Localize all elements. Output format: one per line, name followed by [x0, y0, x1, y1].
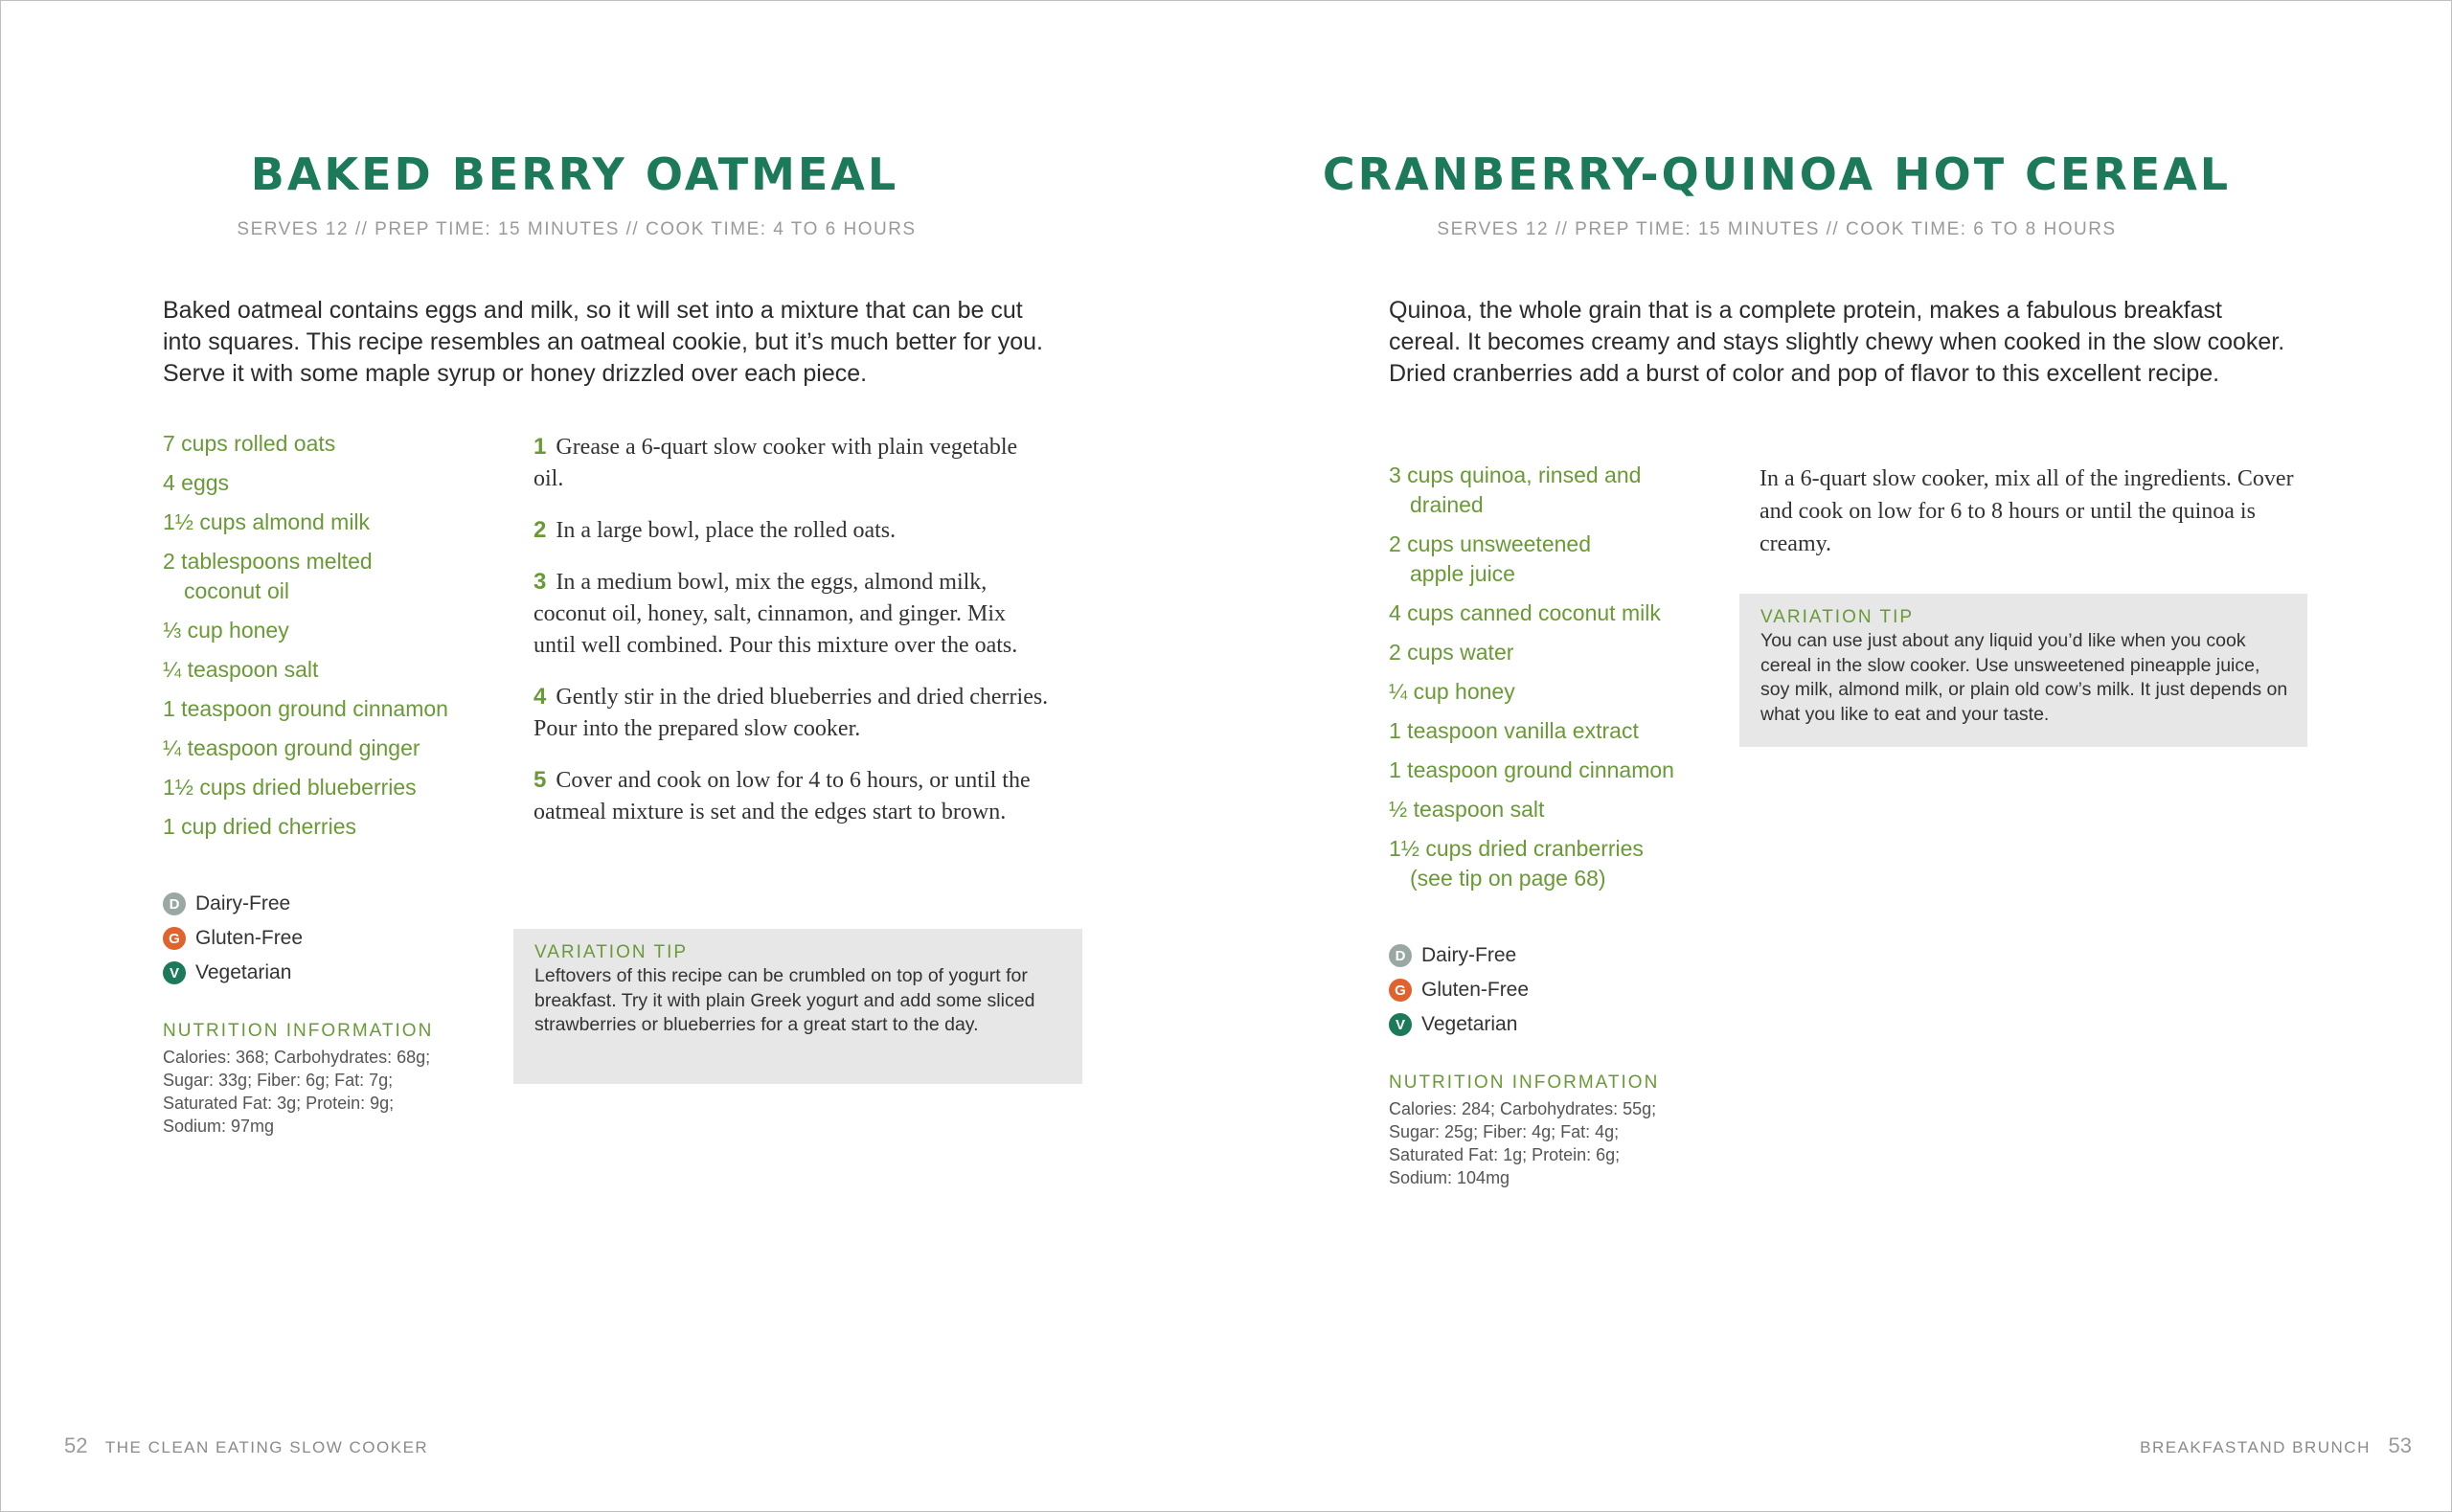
right-page	[1226, 0, 2452, 1512]
nutrition-label: NUTRITION INFORMATION	[1389, 1072, 1660, 1093]
nutrition-info	[163, 1021, 450, 1138]
recipe-title: BAKED BERRY OATMEAL	[250, 148, 899, 200]
method-step	[534, 681, 1051, 745]
page-number: 52	[64, 1433, 88, 1457]
method-step	[534, 566, 1051, 662]
ingredient-item: 1 teaspoon vanilla extract	[1389, 718, 1639, 743]
ingredient-item: 4 eggs	[163, 470, 230, 495]
step-number: 3	[534, 569, 547, 595]
step-number: 5	[534, 767, 547, 793]
tip-label: VARIATION TIP	[1760, 607, 1915, 627]
step-number: 2	[534, 517, 547, 543]
method-steps	[534, 431, 1051, 847]
ingredient-item: 2 cups water	[1389, 640, 1514, 665]
tip-label: VARIATION TIP	[534, 942, 689, 962]
dairy-free-badge	[163, 887, 450, 921]
recipe-intro: Quinoa, the whole grain that is a complete protein, makes a fabulous breakfast cereal. It becomes creamy and stays slightly chewy when cooked in the slow cooker. Dried cranberries add a burst of color and pop of flavor to this excellent recipe.	[1389, 297, 2285, 387]
nutrition-label: NUTRITION INFORMATION	[163, 1021, 434, 1041]
ingredient-item: ¼ teaspoon ground ginger	[163, 735, 420, 760]
recipe-title: CRANBERRY-QUINOA HOT CEREAL	[1322, 148, 2232, 200]
method-step	[534, 764, 1051, 828]
vegetarian-badge	[163, 956, 450, 990]
variation-tip-box	[513, 929, 1082, 1084]
dairy-free-badge	[1389, 938, 1676, 973]
ingredient-item: 4 cups canned coconut milk	[1389, 600, 1661, 625]
step-text: Grease a 6-quart slow cooker with plain vegetable oil.	[534, 435, 1018, 491]
dairy-free-icon: D	[1389, 944, 1412, 967]
gluten-free-icon: G	[163, 927, 186, 950]
ingredient-item: ½ teaspoon salt	[1389, 797, 1545, 822]
ingredient-item: 7 cups rolled oats	[163, 431, 336, 456]
ingredient-item: 1½ cups dried blueberries	[163, 775, 417, 800]
badge-label: Dairy-Free	[195, 892, 291, 914]
running-head: BREAKFASTAND BRUNCH	[2140, 1438, 2371, 1456]
ingredient-item: 1½ cups almond milk	[163, 509, 371, 534]
method-step	[534, 514, 1051, 547]
badge-label: Gluten-Free	[195, 927, 304, 949]
nutrition-text: Calories: 368; Carbohydrates: 68g; Sugar: 33g; Fiber: 6g; Fat: 7g; Saturated Fat: 3g; Protein: 9g; Sodium: 97mg	[163, 1048, 431, 1136]
ingredient-list	[1389, 461, 1705, 903]
step-text: In a large bowl, place the rolled oats.	[556, 518, 897, 543]
diet-badges	[1389, 938, 1676, 1042]
ingredient-item: 2 cups unsweetened apple juice	[1389, 531, 1591, 586]
diet-badges	[163, 887, 450, 990]
ingredient-item: ¼ teaspoon salt	[163, 657, 319, 682]
ingredient-item: 1 teaspoon ground cinnamon	[1389, 757, 1674, 782]
page-number: 53	[2388, 1433, 2412, 1457]
gluten-free-badge	[163, 921, 450, 956]
nutrition-text: Calories: 284; Carbohydrates: 55g; Sugar: 25g; Fiber: 4g; Fat: 4g; Saturated Fat: 1g; Protein: 6g; Sodium: 104mg	[1389, 1099, 1657, 1187]
step-text: In a medium bowl, mix the eggs, almond milk, coconut oil, honey, salt, cinnamon, and ginger. Mix until well combined. Pour this mixture over the oats.	[534, 570, 1018, 658]
ingredient-item: 3 cups quinoa, rinsed and drained	[1389, 463, 1642, 517]
vegetarian-icon: V	[163, 961, 186, 984]
ingredient-item: ¼ cup honey	[1389, 679, 1515, 704]
tip-text: You can use just about any liquid you’d like when you cook cereal in the slow cooker. Use unsweetened pineapple juice, soy milk, almond milk, or plain old cow’s milk. It just depends on what you like to eat and your taste.	[1760, 630, 2288, 725]
recipe-meta: SERVES 12 // PREP TIME: 15 MINUTES // COOK TIME: 4 TO 6 HOURS	[237, 219, 917, 239]
step-number: 1	[534, 434, 547, 460]
badge-label: Vegetarian	[1421, 1013, 1518, 1035]
gluten-free-badge	[1389, 973, 1676, 1007]
method-text: In a 6-quart slow cooker, mix all of the ingredients. Cover and cook on low for 6 to 8 hours or until the quinoa is creamy.	[1760, 466, 2294, 556]
dairy-free-icon: D	[163, 892, 186, 915]
badge-label: Gluten-Free	[1421, 979, 1530, 1001]
recipe-meta: SERVES 12 // PREP TIME: 15 MINUTES // COOK TIME: 6 TO 8 HOURS	[1437, 219, 2117, 239]
vegetarian-badge	[1389, 1007, 1676, 1042]
gluten-free-icon: G	[1389, 979, 1412, 1002]
step-text: Gently stir in the dried blueberries and dried cherries. Pour into the prepared slow cooker.	[534, 685, 1049, 741]
ingredient-item: 1½ cups dried cranberries (see tip on page 68)	[1389, 836, 1644, 891]
badge-label: Dairy-Free	[1421, 944, 1517, 966]
step-number: 4	[534, 684, 547, 710]
ingredient-item: 1 cup dried cherries	[163, 814, 356, 839]
tip-text: Leftovers of this recipe can be crumbled on top of yogurt for breakfast. Try it with plain Greek yogurt and add some sliced strawberries or blueberries for a great start to the day.	[534, 965, 1035, 1035]
nutrition-info	[1389, 1072, 1676, 1189]
recipe-intro: Baked oatmeal contains eggs and milk, so it will set into a mixture that can be cut into squares. This recipe resembles an oatmeal cookie, but it’s much better for you. Serve it with some maple syrup or honey drizzled over each piece.	[163, 297, 1043, 387]
running-head: THE CLEAN EATING SLOW COOKER	[104, 1438, 429, 1456]
ingredient-item: 1 teaspoon ground cinnamon	[163, 696, 448, 721]
page-footer	[64, 1433, 428, 1458]
step-text: Cover and cook on low for 4 to 6 hours, or until the oatmeal mixture is set and the edges start to brown.	[534, 768, 1031, 824]
ingredient-item: ⅓ cup honey	[163, 618, 289, 643]
method-step	[534, 431, 1051, 495]
page-footer	[2140, 1433, 2412, 1458]
vegetarian-icon: V	[1389, 1013, 1412, 1036]
badge-label: Vegetarian	[195, 961, 292, 983]
ingredient-list	[163, 429, 488, 851]
ingredient-item: 2 tablespoons melted coconut oil	[163, 549, 373, 603]
variation-tip-box	[1739, 594, 2307, 747]
